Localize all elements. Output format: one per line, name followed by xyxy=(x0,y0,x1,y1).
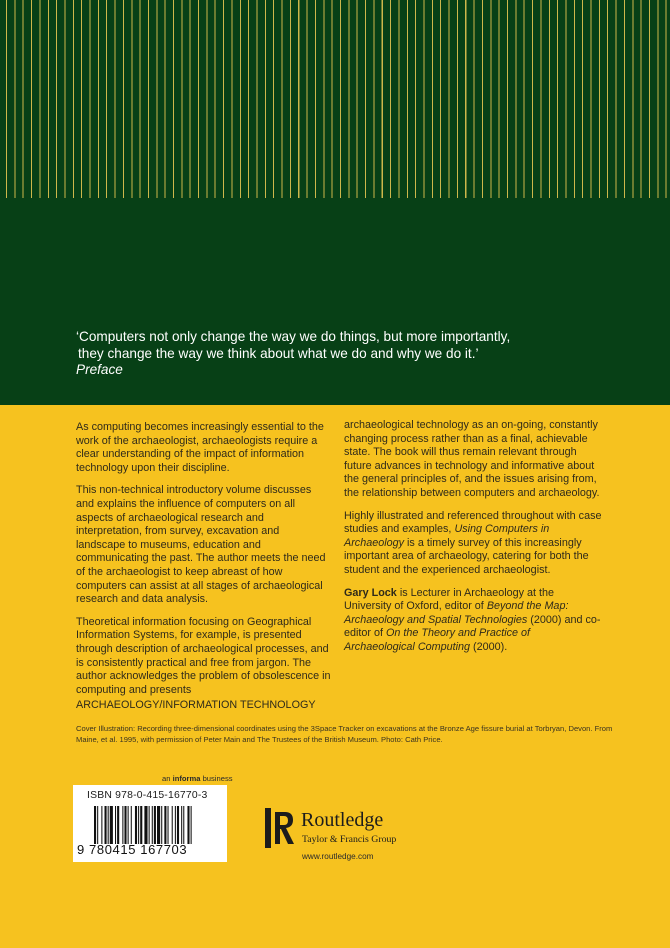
barcode-bar xyxy=(124,806,126,844)
bio-text: is Lecturer in Archaeology at the University of Oxford, editor of xyxy=(344,586,555,613)
barcode-bar xyxy=(183,806,184,844)
barcode-bar xyxy=(144,806,147,844)
top-band xyxy=(0,0,670,405)
barcode-bar xyxy=(177,806,179,844)
cover-illustration-caption: Cover Illustration: Recording three-dimensional coordinates using the 3Space Tracker on excavations at the Bronze Age fissure burial at Torbryan, Devon. From Maine, et al. 1995, with permission of Peter Main and The Trustees of the British Museum. Photo: Cath Price. xyxy=(76,724,613,744)
blurb-paragraph xyxy=(344,510,602,578)
barcode-bar xyxy=(122,806,123,844)
barcode-bar xyxy=(115,806,116,844)
barcode-bar xyxy=(181,806,182,844)
barcode-bar xyxy=(117,806,119,844)
quote-line-2: they change the way we think about what we do and why we do it.’ xyxy=(78,345,479,361)
barcode-bar xyxy=(108,806,109,844)
preface-quote xyxy=(76,329,636,379)
bio-book-title: On the Theory and Practice of Archaeological Computing xyxy=(344,627,531,653)
publisher-url[interactable]: www.routledge.com xyxy=(302,852,374,861)
blurb-paragraph: Theoretical information focusing on Geographical Information Systems, for example, is presented through description of archaeological processes, and is consistently practical and free from jargon. The author acknowledges the problem of obsolescence in computing and presents xyxy=(76,615,331,696)
barcode-bar xyxy=(94,806,96,844)
informa-business-tag: an informa business xyxy=(162,774,233,783)
blurb-right-column xyxy=(344,419,602,664)
barcode-bar xyxy=(187,806,189,844)
barcode-bar xyxy=(128,806,129,844)
barcode-number: 9 780415 167703 xyxy=(77,842,188,857)
barcode-bar xyxy=(135,806,137,844)
blurb-text: Highly illustrated and referenced throughout with case studies and examples, xyxy=(344,509,602,536)
blurb-left-column xyxy=(76,421,331,706)
bio-book-title: Beyond the Map: Archaeology and Spatial Technologies xyxy=(344,600,569,626)
barcode-bar xyxy=(140,806,142,844)
barcode-bar xyxy=(172,806,173,844)
book-title: Using Computers in Archaeology xyxy=(344,523,550,549)
barcode-bar xyxy=(101,806,102,844)
barcode-bar xyxy=(161,806,162,844)
barcode-bar xyxy=(168,806,169,844)
bio-text: (2000) and co-editor of xyxy=(344,613,601,640)
barcode-bars xyxy=(94,806,218,844)
barcode-box xyxy=(73,785,227,862)
bio-text: (2000). xyxy=(473,640,508,653)
barcode-bar xyxy=(175,806,176,844)
author-bio xyxy=(344,587,602,655)
decorative-stripes xyxy=(0,0,670,198)
subject-category: ARCHAEOLOGY/INFORMATION TECHNOLOGY xyxy=(76,699,316,711)
barcode-bar xyxy=(97,806,98,844)
barcode-bar xyxy=(152,806,153,844)
publisher-name: Routledge xyxy=(301,809,384,831)
routledge-logo-icon xyxy=(265,808,295,848)
barcode-bar xyxy=(149,806,150,844)
informa-brand: informa xyxy=(172,774,201,783)
quote-line-1: ‘Computers not only change the way we do things, but more importantly, xyxy=(76,329,511,344)
isbn-label: ISBN 978-0-415-16770-3 xyxy=(87,790,208,801)
barcode-bar xyxy=(131,806,132,844)
blurb-paragraph: This non-technical introductory volume discusses and explains the influence of computers on all aspects of archaeological research and interpretation, from survey, excavation and landscape to museums, education and communicating the past. The author meets the need of the archaeologist to keep abreast of how computers can assist at all stages of archaeological research and data analysis. xyxy=(76,484,326,606)
blurb-paragraph: archaeological technology as an on-going, constantly changing process rather than as a final, achievable state. The book will thus remain relevant through future advances in technology and informative about the general principles of, and the issues arising from, the relationship between computers and archaeology. xyxy=(344,419,600,499)
barcode-bar xyxy=(164,806,166,844)
quote-source: Preface xyxy=(76,362,123,377)
blurb-text: is a timely survey of this increasingly important area of archaeology, catering for both the student and the experienced archaeologist. xyxy=(344,536,589,576)
barcode-bar xyxy=(105,806,107,844)
barcode-bar xyxy=(157,806,160,844)
blurb-paragraph: As computing becomes increasingly essential to the work of the archaeologist, archaeologists require a clear understanding of the impact of information technology upon their discipline. xyxy=(76,421,324,474)
publisher-group: Taylor & Francis Group xyxy=(302,834,397,845)
barcode-bar xyxy=(110,806,113,844)
barcode-bar xyxy=(138,806,139,844)
author-name: Gary Lock xyxy=(344,586,397,599)
barcode-bar xyxy=(154,806,156,844)
barcode-bar xyxy=(191,806,192,844)
